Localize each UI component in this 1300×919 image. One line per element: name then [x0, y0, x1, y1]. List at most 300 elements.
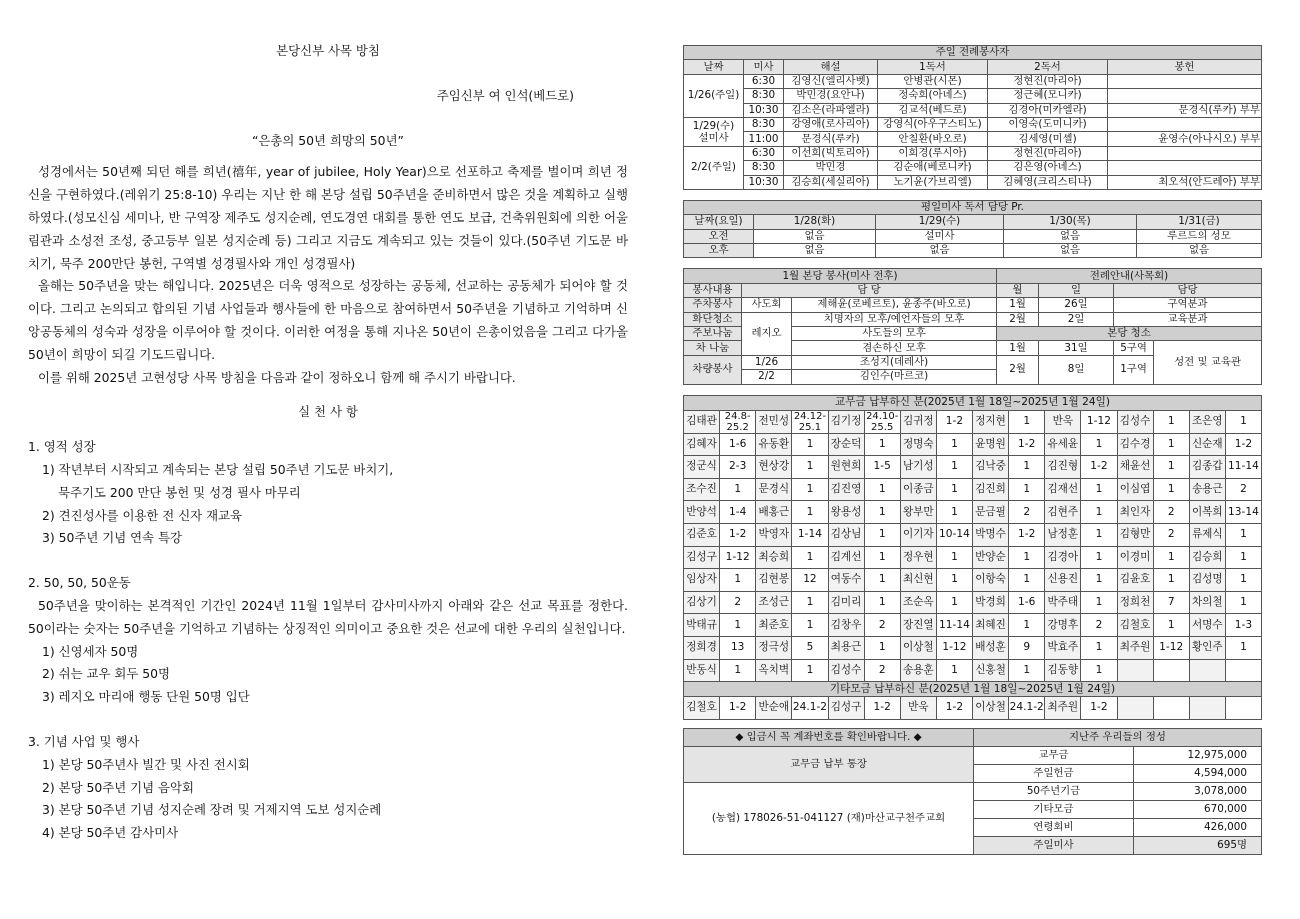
donor-name: 김윤호	[1117, 569, 1153, 592]
donor-name: 조수진	[684, 478, 720, 501]
donor-name	[1117, 697, 1153, 720]
liturgy-header: 날짜	[684, 60, 744, 74]
liturgy-cell: 노기윤(가브리엘)	[878, 175, 988, 189]
liturgy-cell	[1108, 161, 1262, 175]
weekday-cell: 오후	[684, 244, 754, 258]
donor-name: 조순옥	[900, 591, 936, 614]
donor-name: 배성훈	[973, 636, 1009, 659]
donor-name: 황인주	[1189, 636, 1225, 659]
donor-months: 2	[1009, 501, 1045, 524]
donor-name: 김진형	[1045, 456, 1081, 479]
liturgy-cell: 정현진(마리아)	[988, 74, 1108, 88]
donor-name: 반욱	[1045, 410, 1081, 433]
donor-months: 1	[864, 501, 900, 524]
donor-months: 2-3	[720, 456, 756, 479]
donor-months: 1	[792, 501, 828, 524]
donor-months: 2	[1153, 501, 1189, 524]
service-cell: 8일	[1039, 355, 1114, 384]
weekday-cell: 설미사	[876, 229, 1004, 243]
service-cell: 화단청소	[684, 312, 742, 326]
donor-months: 1	[1225, 591, 1261, 614]
offering-value: 426,000	[1134, 818, 1262, 836]
service-cell: 1월	[997, 298, 1039, 312]
donor-name: 장진열	[900, 614, 936, 637]
donor-months: 1	[792, 478, 828, 501]
donor-name: 반동식	[684, 659, 720, 682]
donor-name: 최용근	[828, 636, 864, 659]
section-2-title: 2. 50, 50, 50운동	[28, 575, 131, 591]
donor-name: 김경아	[1045, 546, 1081, 569]
section-1-title: 1. 영적 성장	[28, 439, 96, 455]
table-row	[684, 478, 1262, 501]
donor-months: 1-12	[1081, 410, 1117, 433]
donor-months: 1	[792, 591, 828, 614]
service-cell: 26일	[1039, 298, 1114, 312]
donor-name: 김동향	[1045, 659, 1081, 682]
donor-months: 2	[1153, 523, 1189, 546]
dues-body	[684, 410, 1262, 682]
donor-months: 24.12-25.1	[793, 410, 827, 433]
liturgy-cell: 문경식(루카)	[784, 132, 878, 146]
donor-name: 김성수	[1117, 410, 1153, 433]
donor-months: 1	[1153, 456, 1189, 479]
service-header: 담 당	[742, 283, 997, 297]
donor-name: 최인자	[1117, 501, 1153, 524]
section-3-item-3: 3) 본당 50주년 기념 성지순례 장려 및 거제지역 도보 성지순례	[42, 802, 382, 818]
donor-months: 1	[1153, 546, 1189, 569]
table-row	[684, 501, 1262, 524]
donor-name: 송용훈	[900, 659, 936, 682]
donor-months: 1	[864, 433, 900, 456]
offering-label: 주일헌금	[974, 764, 1134, 782]
liturgy-date-text: 설미사	[698, 131, 729, 144]
letter-paragraph-2: 올해는 50주년을 맞는 해입니다. 2025년은 더욱 영적으로 성장하는 공동체, 선교하는 공동체가 되어야 할 것이다. 그리고 논의되고 합의된 기념 사업들과 행사들에 한 마음으로 참여하면서 50주년을 기념하고 기억하며 신앙공동체의 성숙과 성장을 이루어야 할 것이다. 이러한 여정을 통해 지나온 50년이 은총이었음을 그리고 다가올 50년이 희망이 되길 기도드립니다.	[28, 278, 628, 362]
donor-name	[1189, 659, 1225, 682]
donor-name: 배홍근	[756, 501, 792, 524]
donor-name: 차의철	[1189, 591, 1225, 614]
donor-name: 반욱	[900, 697, 936, 720]
liturgy-cell: 김순애(베로니카)	[878, 161, 988, 175]
service-header: 일	[1039, 283, 1114, 297]
service-header-row	[684, 283, 1262, 297]
donor-name: 최주원	[1117, 636, 1153, 659]
donor-name: 김성명	[1189, 569, 1225, 592]
donor-months: 1	[936, 501, 972, 524]
liturgy-cell: 이영숙(도미니카)	[988, 117, 1108, 131]
donor-name: 이심엽	[1117, 478, 1153, 501]
donor-name: 정군식	[684, 456, 720, 479]
donor-months: 1	[792, 456, 828, 479]
donor-name: 김기정	[828, 410, 864, 433]
donor-name: 신순재	[1189, 433, 1225, 456]
donor-months: 1	[864, 478, 900, 501]
donor-months: 5	[792, 636, 828, 659]
table-row	[684, 546, 1262, 569]
donor-months	[1153, 659, 1189, 682]
weekday-cell: 없음	[754, 244, 876, 258]
donor-name: 김성구	[684, 546, 720, 569]
liturgy-cell: 8:30	[744, 117, 784, 131]
donor-name: 정명숙	[900, 433, 936, 456]
weekday-cell: 없음	[1004, 244, 1137, 258]
donor-name: 조은영	[1189, 410, 1225, 433]
donor-name: 이항숙	[973, 569, 1009, 592]
donor-name: 김창우	[828, 614, 864, 637]
donor-months: 1	[864, 569, 900, 592]
section-3-title: 3. 기념 사업 및 행사	[28, 733, 140, 749]
donor-name: 정희천	[1117, 591, 1153, 614]
donor-months: 1	[1081, 523, 1117, 546]
liturgy-cell: 10:30	[744, 103, 784, 117]
donor-months: 1-6	[720, 433, 756, 456]
donor-name: 김수경	[1117, 433, 1153, 456]
donor-months: 1-4	[720, 501, 756, 524]
service-cell: 구역분과	[1114, 298, 1262, 312]
liturgy-cell: 박민경	[784, 161, 878, 175]
liturgy-cell: 안병관(시몬)	[878, 74, 988, 88]
liturgy-title: 주일 전례봉사자	[684, 46, 1262, 60]
donor-name: 이상철	[900, 636, 936, 659]
donor-months: 1-5	[864, 456, 900, 479]
donor-name: 김귀정	[900, 410, 936, 433]
guide-title: 전례안내(사목회)	[997, 269, 1262, 283]
liturgy-cell: 6:30	[744, 74, 784, 88]
donor-name: 현상강	[756, 456, 792, 479]
liturgy-cell	[1108, 117, 1262, 131]
donor-months: 1	[720, 614, 756, 637]
weekday-cell: 오전	[684, 229, 754, 243]
service-table	[683, 268, 1262, 384]
donor-months: 11-14	[1225, 456, 1261, 479]
donor-months: 2	[864, 614, 900, 637]
service-cell: 성전 및 교육관	[1154, 341, 1262, 384]
donor-name: 김진희	[973, 478, 1009, 501]
service-cell: 31일	[1039, 341, 1114, 355]
liturgy-table	[683, 45, 1262, 190]
service-cell: 2/2	[742, 370, 792, 384]
service-cell: 사도회	[742, 298, 792, 312]
liturgy-cell: 11:00	[744, 132, 784, 146]
donor-months: 1	[720, 478, 756, 501]
donor-months: 1	[1225, 569, 1261, 592]
account-label: 교무금 납부 통장	[684, 746, 974, 782]
donor-months: 1-2	[720, 697, 756, 720]
donor-name: 이복희	[1189, 501, 1225, 524]
table-row	[684, 569, 1262, 592]
donor-name: 김진영	[828, 478, 864, 501]
donor-months: 2	[1225, 478, 1261, 501]
liturgy-date	[684, 117, 744, 146]
donor-name: 류제식	[1189, 523, 1225, 546]
offering-value: 695명	[1134, 836, 1262, 854]
donor-months	[1225, 659, 1261, 682]
liturgy-date-text: 1/29(수)	[692, 119, 735, 132]
practice-title: 실 천 사 항	[298, 404, 358, 420]
service-cell: 주보나눔	[684, 327, 742, 341]
donor-name: 원현희	[828, 456, 864, 479]
liturgy-cell: 박민경(요안나)	[784, 89, 878, 103]
donor-months: 1	[864, 523, 900, 546]
donor-months: 1	[1081, 591, 1117, 614]
table-row	[684, 229, 1262, 243]
donor-name: 신홍철	[973, 659, 1009, 682]
weekday-cell: 없음	[754, 229, 876, 243]
liturgy-cell: 김경아(미카엘라)	[988, 103, 1108, 117]
table-row	[684, 132, 1262, 146]
service-cell: 1구역	[1114, 355, 1154, 384]
donor-name: 반양순	[973, 546, 1009, 569]
donor-name: 김상님	[828, 523, 864, 546]
dues-title: 교무금 납부하신 분(2025년 1월 18일~2025년 1월 24일)	[684, 395, 1262, 410]
liturgy-cell: 강영애(로사리아)	[784, 117, 878, 131]
donor-name: 반양석	[684, 501, 720, 524]
weekday-title: 평일미사 독서 담당 Pr.	[684, 200, 1262, 214]
donor-name: 김현봉	[756, 569, 792, 592]
offering-label: 교무금	[974, 746, 1134, 764]
donor-months: 1	[936, 433, 972, 456]
donor-months: 1	[1153, 433, 1189, 456]
donor-months: 1	[720, 569, 756, 592]
donor-months: 1	[1081, 636, 1117, 659]
weekday-cell: 없음	[1004, 229, 1137, 243]
offering-label: 50주년기금	[974, 782, 1134, 800]
weekday-header: 1/28(화)	[754, 215, 876, 229]
donor-months: 1	[1081, 501, 1117, 524]
service-header: 봉사내용	[684, 283, 742, 297]
donor-name: 이기자	[900, 523, 936, 546]
donor-name: 김종갑	[1189, 456, 1225, 479]
offering-value: 12,975,000	[1134, 746, 1262, 764]
donor-months: 1-2	[720, 523, 756, 546]
liturgy-cell: 안칠환(바오로)	[878, 132, 988, 146]
liturgy-date: 2/2(주일)	[684, 146, 744, 189]
donor-name: 채윤선	[1117, 456, 1153, 479]
donor-name: 김승희	[1189, 546, 1225, 569]
donor-months: 1	[1009, 546, 1045, 569]
service-cell: 겸손하신 모후	[792, 341, 997, 355]
donor-months: 1	[792, 433, 828, 456]
donor-months: 1	[792, 659, 828, 682]
donor-name: 문금필	[973, 501, 1009, 524]
liturgy-cell: 정현진(마리아)	[988, 146, 1108, 160]
service-cell: 제해윤(로베르토), 윤종주(바오로)	[792, 298, 997, 312]
donor-months: 1	[792, 546, 828, 569]
offering-label: 연령회비	[974, 818, 1134, 836]
donor-name: 왕부만	[900, 501, 936, 524]
table-row	[684, 697, 1262, 720]
donor-name: 박효주	[1045, 636, 1081, 659]
donor-months: 1	[1081, 478, 1117, 501]
donor-name: 최주원	[1045, 697, 1081, 720]
service-cell: 조성지(데레사)	[792, 355, 997, 369]
donor-name: 박주태	[1045, 591, 1081, 614]
donor-months: 10-14	[936, 523, 972, 546]
table-row	[684, 161, 1262, 175]
donor-months: 1	[1225, 546, 1261, 569]
liturgy-header: 봉헌	[1108, 60, 1262, 74]
service-cell: 레지오	[742, 312, 792, 355]
donor-name: 문경식	[756, 478, 792, 501]
liturgy-cell: 8:30	[744, 161, 784, 175]
donor-name: 김철호	[1117, 614, 1153, 637]
donor-name: 최혜진	[973, 614, 1009, 637]
table-row	[684, 312, 1262, 326]
donor-name: 이종금	[900, 478, 936, 501]
section-1-item-1: 1) 작년부터 시작되고 계속되는 본당 설립 50주년 기도문 바치기,	[42, 461, 394, 477]
donor-months: 1-2	[864, 697, 900, 720]
other-title: 기타모금 납부하신 분(2025년 1월 18일~2025년 1월 24일)	[684, 682, 1262, 697]
donor-months	[1153, 697, 1189, 720]
liturgy-header: 해설	[784, 60, 878, 74]
donor-name: 전민성	[756, 410, 792, 433]
liturgy-cell: 10:30	[744, 175, 784, 189]
service-header: 월	[997, 283, 1039, 297]
donor-name	[1189, 697, 1225, 720]
donor-name: 왕용성	[828, 501, 864, 524]
table-row	[684, 103, 1262, 117]
donor-name: 여동수	[828, 569, 864, 592]
donor-name: 김재선	[1045, 478, 1081, 501]
donor-months: 1	[1081, 569, 1117, 592]
donor-name: 남정훈	[1045, 523, 1081, 546]
table-row	[684, 659, 1262, 682]
donor-months: 1	[936, 478, 972, 501]
table-row	[684, 89, 1262, 103]
donor-months: 1-2	[936, 697, 972, 720]
service-title: 1월 본당 봉사(미사 전후)	[684, 269, 997, 283]
offering-value: 3,078,000	[1134, 782, 1262, 800]
liturgy-cell: 최오석(안드레아) 부부	[1108, 175, 1262, 189]
donor-months: 1	[936, 546, 972, 569]
weekday-cell: 루르드의 성모	[1137, 229, 1262, 243]
table-row	[684, 591, 1262, 614]
donor-name: 최승희	[756, 546, 792, 569]
donor-months: 1	[1081, 433, 1117, 456]
liturgy-cell: 정근혜(모니카)	[988, 89, 1108, 103]
donor-months: 1-2	[936, 410, 972, 433]
donor-name: 강명후	[1045, 614, 1081, 637]
donor-months: 12	[792, 569, 828, 592]
donor-months: 1	[1153, 569, 1189, 592]
service-cell: 주차봉사	[684, 298, 742, 312]
service-cell: 2월	[997, 355, 1039, 384]
donor-name: 김준호	[684, 523, 720, 546]
donor-months: 1	[864, 591, 900, 614]
section-1-item-3: 3) 50주년 기념 연속 특강	[42, 530, 182, 546]
donor-months: 1-2	[1081, 456, 1117, 479]
service-cell: 1/26	[742, 355, 792, 369]
liturgy-cell: 김세영(미셸)	[988, 132, 1108, 146]
table-row	[684, 636, 1262, 659]
donor-months: 1	[1009, 659, 1045, 682]
table-row	[684, 146, 1262, 160]
letter-theme: “은총의 50년 희망의 50년”	[252, 132, 404, 148]
donor-name	[1117, 659, 1153, 682]
donor-name: 박영자	[756, 523, 792, 546]
donor-name: 반순애	[756, 697, 792, 720]
donor-name: 김태관	[684, 410, 720, 433]
donor-name: 유동환	[756, 433, 792, 456]
donor-months: 1	[1081, 659, 1117, 682]
offering-label: 기타모금	[974, 800, 1134, 818]
donor-name: 김미리	[828, 591, 864, 614]
letter-paragraph-3: 이를 위해 2025년 고현성당 사목 방침을 다음과 같이 정하오니 함께 해 주시기 바랍니다.	[38, 369, 516, 385]
section-2-paragraph: 50주년을 맞이하는 본격적인 기간인 2024년 11월 1일부터 감사미사까지 아래와 같은 선교 목표를 정한다. 50이라는 숫자는 50주년을 기억하고 기념하는 상징적인 의미이고 중요한 것은 선교에 대한 우리의 실천입니다.	[28, 597, 628, 636]
donor-months: 1	[864, 546, 900, 569]
liturgy-cell	[1108, 89, 1262, 103]
donor-name: 장순덕	[828, 433, 864, 456]
service-cell: 사도들의 모후	[792, 327, 997, 341]
cleaning-title: 본당 청소	[997, 327, 1262, 341]
service-cell: 2월	[997, 312, 1039, 326]
donor-months: 2	[864, 659, 900, 682]
donor-name: 최준호	[756, 614, 792, 637]
donor-months: 1	[1009, 478, 1045, 501]
table-row	[684, 298, 1262, 312]
donor-months: 24.8-25.2	[720, 410, 756, 433]
donor-name: 박태규	[684, 614, 720, 637]
bulletin-tables	[683, 45, 1262, 855]
liturgy-cell: 정숙희(아녜스)	[878, 89, 988, 103]
liturgy-cell: 문경식(루카) 부부	[1108, 103, 1262, 117]
liturgy-cell: 김소은(라파엘라)	[784, 103, 878, 117]
weekday-header: 1/29(수)	[876, 215, 1004, 229]
liturgy-header: 미사	[744, 60, 784, 74]
table-row	[684, 117, 1262, 131]
offering-table	[683, 728, 1262, 855]
donor-months: 1	[1009, 456, 1045, 479]
liturgy-cell: 김은영(아녜스)	[988, 161, 1108, 175]
donor-name: 김철호	[684, 697, 720, 720]
donor-name: 최신현	[900, 569, 936, 592]
letter-heading: 본당신부 사목 방침	[276, 43, 380, 58]
weekday-header: 1/30(목)	[1004, 215, 1137, 229]
liturgy-cell: 8:30	[744, 89, 784, 103]
donor-months: 1	[1153, 410, 1189, 433]
table-row	[684, 410, 1262, 433]
letter-paragraph-1: 성경에서는 50년째 되던 해를 희년(禧年, year of jubilee, Holy Year)으로 선포하고 축제를 벌이며 희년 정신을 구현하였다.(레위기 25:8-10) 우리는 지난 한 해 본당 설립 50주년을 준비하면서 많은 것을 계획하고 실행하였다.(성모신심 세미나, 반 구역장 제주도 성지순례, 연도경연 대회를 통한 연도 보급, 건축위원회에 의한 어울림관과 소성전 조성, 중고등부 일본 성지순례 등) 그리고 지금도 계속되고 있는 것들이 있다.(50주년 기도문 바치기, 묵주 200만단 봉헌, 구역별 성경필사와 개인 성경필사)	[28, 164, 628, 271]
section-3-item-4: 4) 본당 50주년 감사미사	[42, 825, 179, 841]
donor-months: 1-12	[720, 546, 756, 569]
offering-value: 4,594,000	[1134, 764, 1262, 782]
donor-name: 정희경	[684, 636, 720, 659]
section-3-item-1: 1) 본당 50주년사 빌간 및 사진 전시회	[42, 756, 250, 772]
section-2-item-1: 1) 신영세자 50명	[42, 643, 139, 659]
donor-months: 24.10-25.5	[866, 410, 899, 433]
offering-label: 주일미사	[974, 836, 1134, 854]
donor-name: 송용근	[1189, 478, 1225, 501]
donor-months: 1	[936, 659, 972, 682]
donor-name: 김현주	[1045, 501, 1081, 524]
table-row	[684, 74, 1262, 88]
offering-value: 670,000	[1134, 800, 1262, 818]
donor-name: 정극성	[756, 636, 792, 659]
donor-months: 1	[1225, 636, 1261, 659]
section-2-item-2: 2) 쉬는 교우 회두 50명	[42, 666, 171, 682]
donor-name: 김계선	[828, 546, 864, 569]
donor-name: 유세윤	[1045, 433, 1081, 456]
donor-months: 1	[1081, 546, 1117, 569]
donor-months: 13-14	[1225, 501, 1261, 524]
service-cell: 5구역	[1114, 341, 1154, 355]
liturgy-cell	[1108, 74, 1262, 88]
table-row	[684, 523, 1262, 546]
donor-months: 1	[720, 659, 756, 682]
donor-months: 1	[936, 569, 972, 592]
donor-months: 1	[1225, 410, 1261, 433]
donor-months: 7	[1153, 591, 1189, 614]
donor-name: 남기성	[900, 456, 936, 479]
